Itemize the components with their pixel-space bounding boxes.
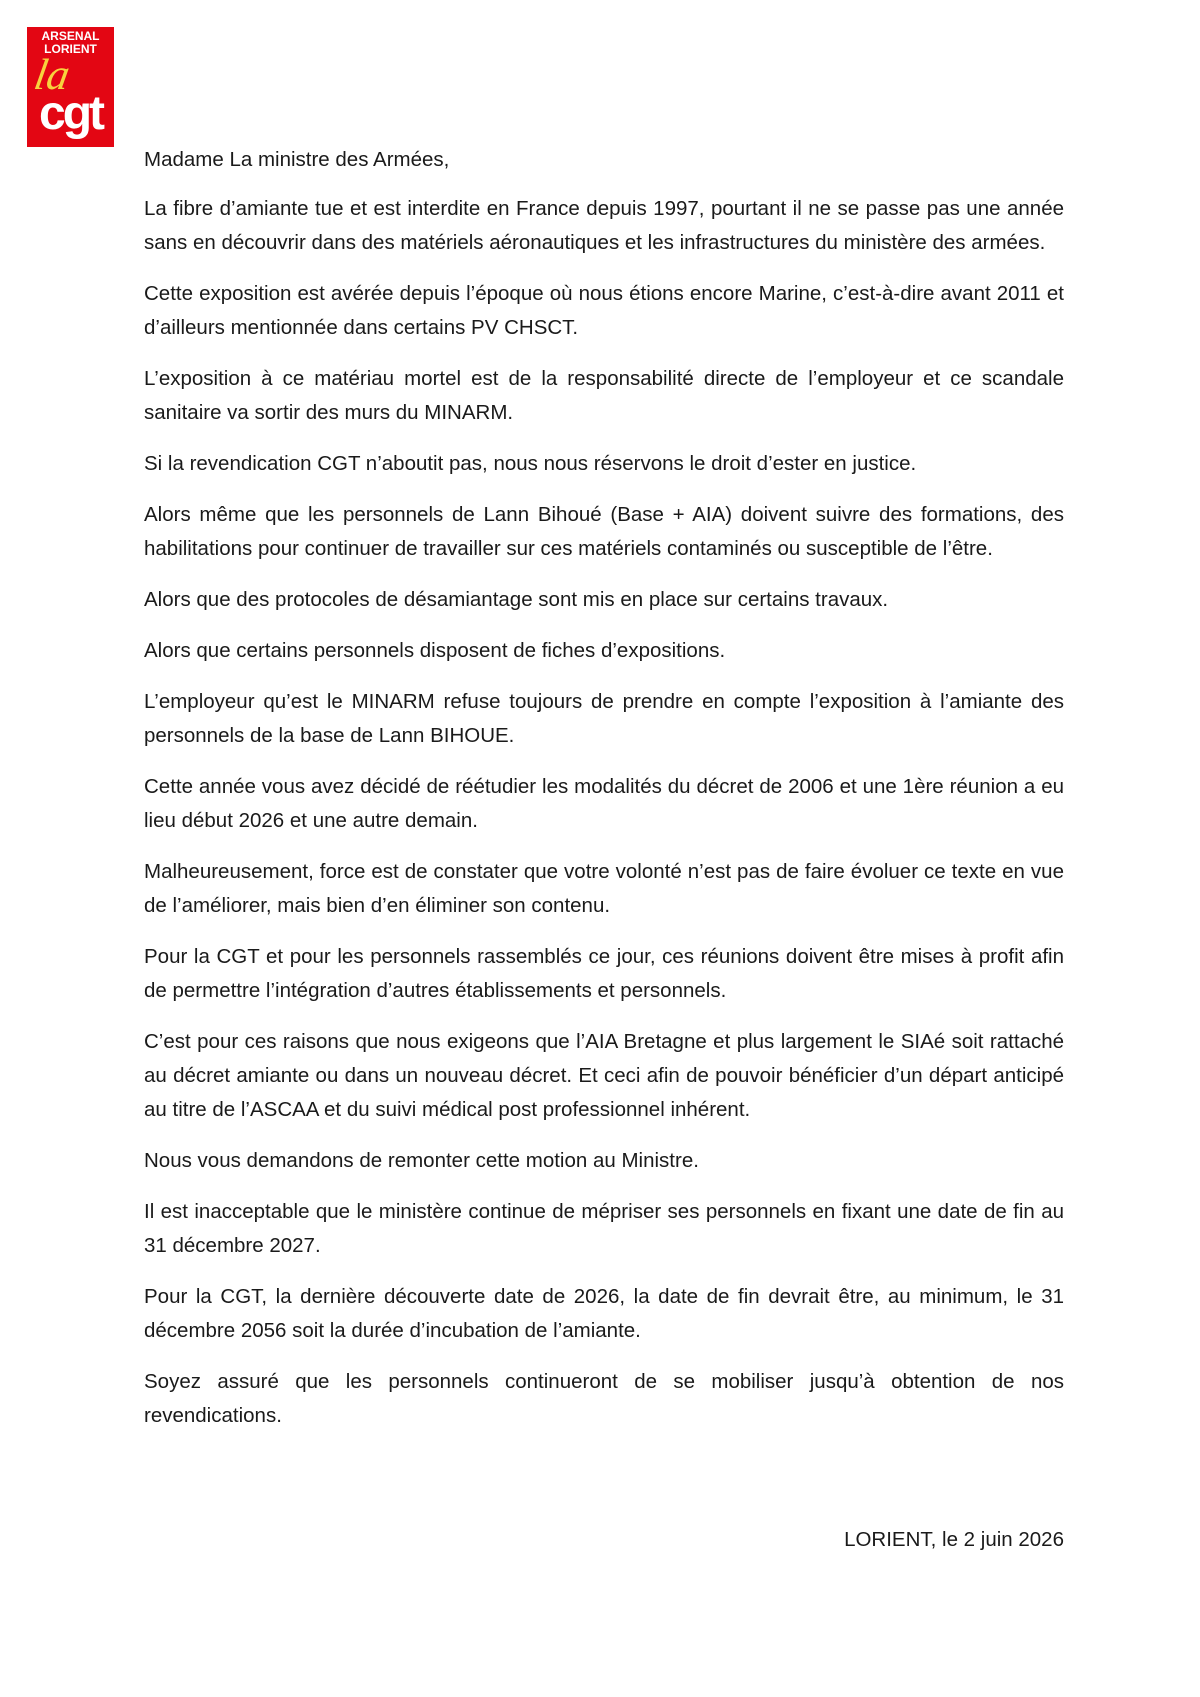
letter-paragraph: Nous vous demandons de remonter cette motion au Ministre. xyxy=(144,1149,699,1172)
letter-paragraph: L’employeur qu’est le MINARM refuse toujours de prendre en compte l’exposition à l’amiante des personnels de la base de Lann BIHOUE. xyxy=(144,690,1064,747)
letter-paragraph: Si la revendication CGT n’aboutit pas, nous nous réservons le droit d’ester en justice. xyxy=(144,452,917,475)
letter-paragraph: Il est inacceptable que le ministère continue de mépriser ses personnels en fixant une date de fin au 31 décembre 2027. xyxy=(144,1200,1064,1257)
letter-body xyxy=(144,143,1064,1450)
cgt-arsenal-lorient-logo xyxy=(27,27,114,147)
letter-paragraph: Cette exposition est avérée depuis l’époque où nous étions encore Marine, c’est-à-dire avant 2011 et d’ailleurs mentionnée dans certains PV CHSCT. xyxy=(144,282,1064,339)
letter-paragraph: Alors même que les personnels de Lann Bihoué (Base + AIA) doivent suivre des formations, des habilitations pour continuer de travailler sur ces matériels contaminés ou susceptible de l’être. xyxy=(144,503,1064,560)
letter-paragraph: La fibre d’amiante tue et est interdite en France depuis 1997, pourtant il ne se passe pas une année sans en découvrir dans des matériels aéronautiques et les infrastructures du ministère des armées. xyxy=(144,197,1064,254)
letter-paragraph: Pour la CGT, la dernière découverte date de 2026, la date de fin devrait être, au minimum, le 31 décembre 2056 soit la durée d’incubation de l’amiante. xyxy=(144,1285,1064,1342)
letter-paragraph: Pour la CGT et pour les personnels rassemblés ce jour, ces réunions doivent être mises à profit afin de permettre l’intégration d’autres établissements et personnels. xyxy=(144,945,1064,1002)
letter-salutation: Madame La ministre des Armées, xyxy=(144,148,450,171)
letter-paragraph: Alors que des protocoles de désamiantage sont mis en place sur certains travaux. xyxy=(144,588,889,611)
logo-text-line-2: LORIENT xyxy=(44,42,97,56)
logo-la-script: la xyxy=(30,50,74,99)
letter-paragraph: Malheureusement, force est de constater que votre volonté n’est pas de faire évoluer ce texte en vue de l’améliorer, mais bien d’en éliminer son contenu. xyxy=(144,860,1064,917)
letter-paragraph: Soyez assuré que les personnels continueront de se mobiliser jusqu’à obtention de nos revendications. xyxy=(144,1370,1064,1427)
letter-place-and-date: LORIENT, le 2 juin 2026 xyxy=(844,1528,1064,1551)
logo-cgt-text: cgt xyxy=(39,87,102,140)
logo-text-line-1: ARSENAL xyxy=(41,29,100,43)
letter-paragraph: L’exposition à ce matériau mortel est de la responsabilité directe de l’employeur et ce scandale sanitaire va sortir des murs du MINARM. xyxy=(144,367,1064,424)
letter-paragraph: C’est pour ces raisons que nous exigeons que l’AIA Bretagne et plus largement le SIAé soit rattaché au décret amiante ou dans un nouveau décret. Et ceci afin de pouvoir bénéficier d’un départ anticipé au titre de l’ASCAA et du suivi médical post professionnel inhérent. xyxy=(144,1030,1064,1121)
letter-paragraph: Cette année vous avez décidé de réétudier les modalités du décret de 2006 et une 1ère réunion a eu lieu début 2026 et une autre demain. xyxy=(144,775,1064,832)
letter-paragraph: Alors que certains personnels disposent de fiches d’expositions. xyxy=(144,639,726,662)
